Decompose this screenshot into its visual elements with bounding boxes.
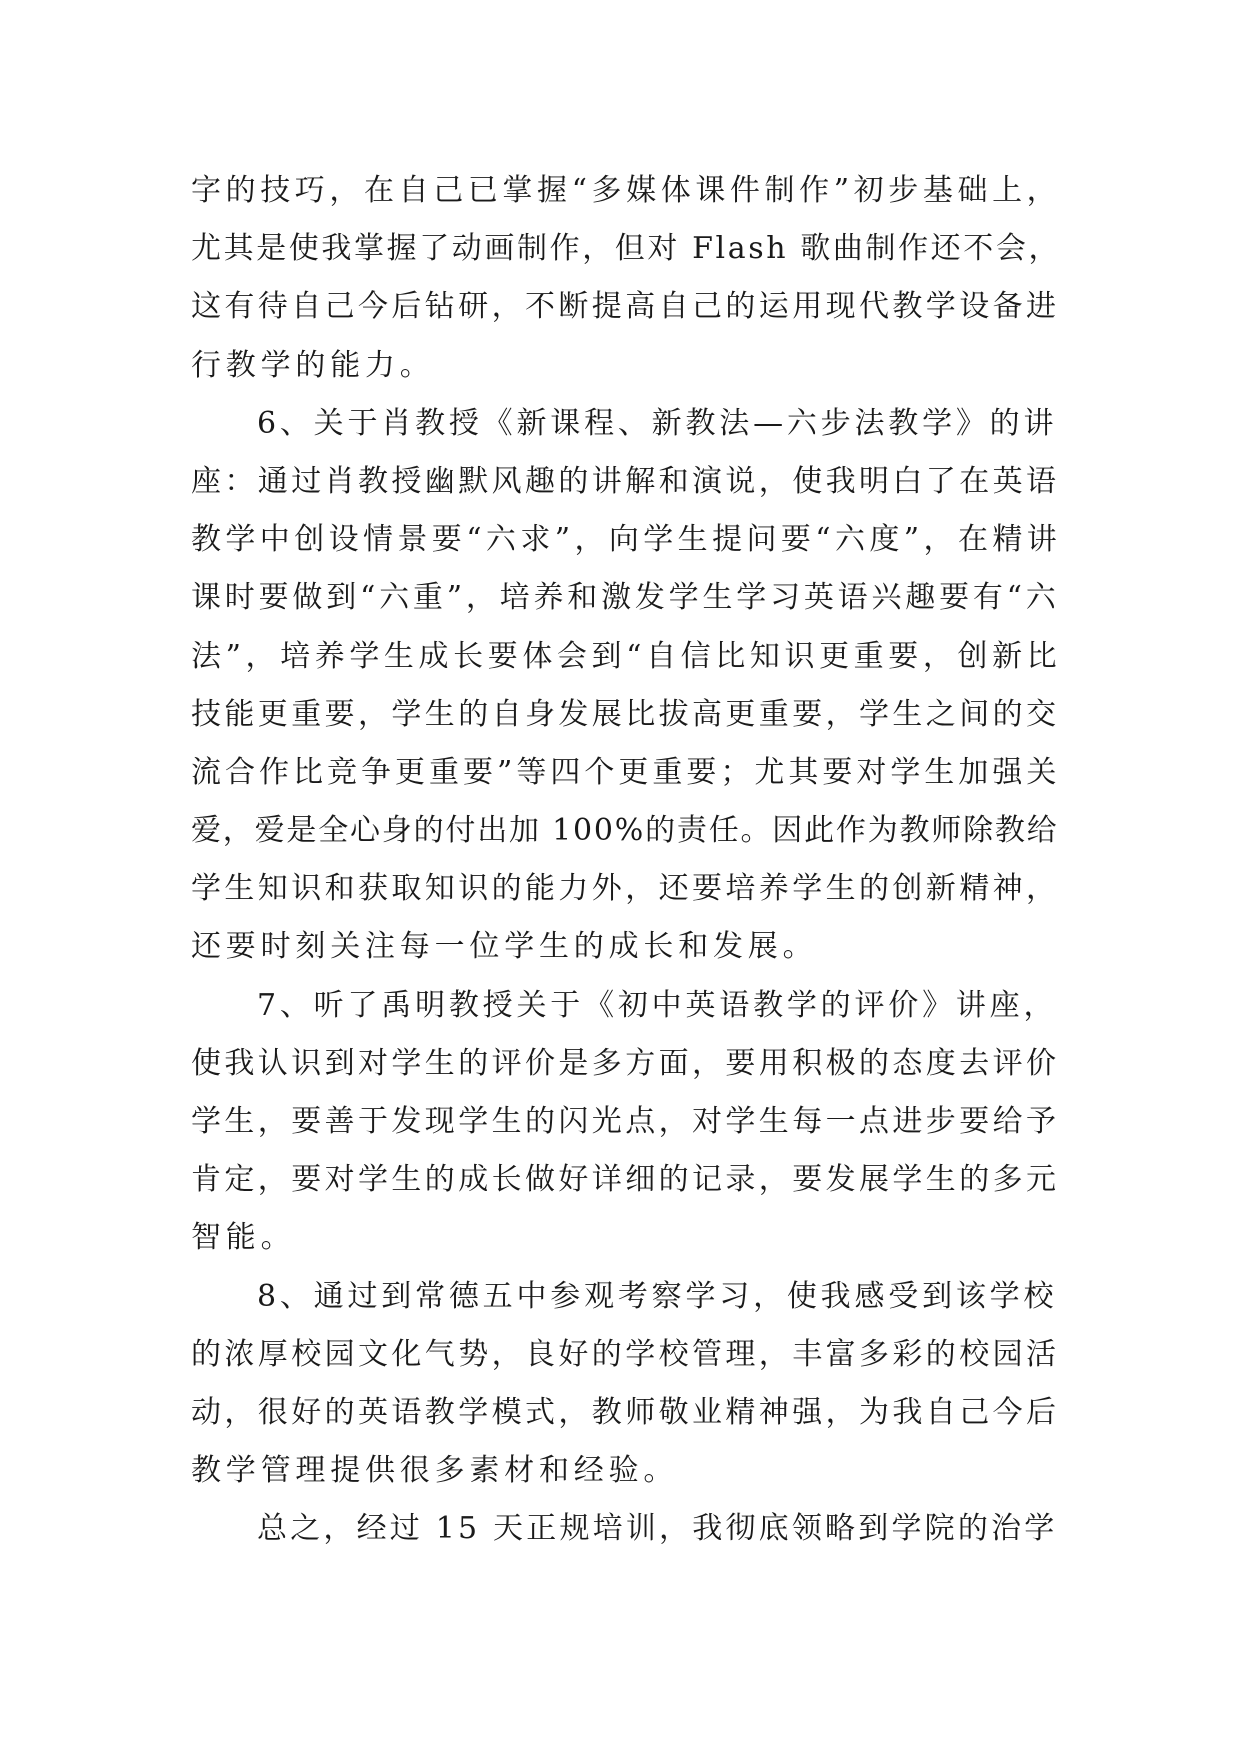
text-line: 的浓厚校园文化气势，良好的学校管理，丰富多彩的校园活 <box>191 1336 1060 1372</box>
body-text <box>191 162 1061 1559</box>
text-line: 智能。 <box>191 1220 296 1256</box>
text-line: 动，很好的英语教学模式，教师敬业精神强，为我自己今后 <box>191 1394 1060 1430</box>
text-line: 教学中创设情景要“六求”，向学生提问要“六度”，在精讲 <box>191 522 1062 558</box>
paragraph-first-line: 总之，经过 15 天正规培训，我彻底领略到学院的治学 <box>257 1511 1058 1547</box>
text-line: 使我认识到对学生的评价是多方面，要用积极的态度去评价 <box>191 1045 1060 1081</box>
text-line: 法”，培养学生成长要体会到“自信比知识更重要，创新比 <box>191 638 1062 674</box>
text-line: 学生，要善于发现学生的闪光点，对学生每一点进步要给予 <box>191 1104 1060 1139</box>
text-line: 课时要做到“六重”，培养和激发学生学习英语兴趣要有“六 <box>191 580 1060 616</box>
text-line: 这有待自己今后钻研，不断提高自己的运用现代教学设备进 <box>191 289 1060 325</box>
text-line: 流合作比竞争更重要”等四个更重要；尤其要对学生加强关 <box>191 754 1061 790</box>
paragraph-first-line: 7、听了禹明教授关于《初中英语教学的评价》讲座， <box>257 987 1058 1023</box>
text-line: 爱，爱是全心身的付出加 100%的责任。因此作为教师除教给 <box>191 813 1059 849</box>
paragraph-first-line: 8、通过到常德五中参观考察学习，使我感受到该学校 <box>257 1278 1058 1314</box>
paragraph-first-line: 6、关于肖教授《新课程、新教法—六步法教学》的讲 <box>257 405 1058 441</box>
text-line: 还要时刻关注每一位学生的成长和发展。 <box>191 929 818 965</box>
text-line: 尤其是使我掌握了动画制作，但对 Flash 歌曲制作还不会， <box>191 231 1062 267</box>
text-line: 技能更重要，学生的自身发展比拔高更重要，学生之间的交 <box>191 696 1060 732</box>
text-line: 字的技巧，在自己已掌握“多媒体课件制作”初步基础上， <box>191 173 1062 208</box>
text-line: 行教学的能力。 <box>191 347 435 383</box>
text-line: 学生知识和获取知识的能力外，还要培养学生的创新精神， <box>191 871 1060 907</box>
text-line: 教学管理提供很多素材和经验。 <box>191 1453 679 1489</box>
text-line: 肯定，要对学生的成长做好详细的记录，要发展学生的多元 <box>191 1162 1060 1198</box>
text-line: 座：通过肖教授幽默风趣的讲解和演说，使我明白了在英语 <box>191 463 1060 499</box>
